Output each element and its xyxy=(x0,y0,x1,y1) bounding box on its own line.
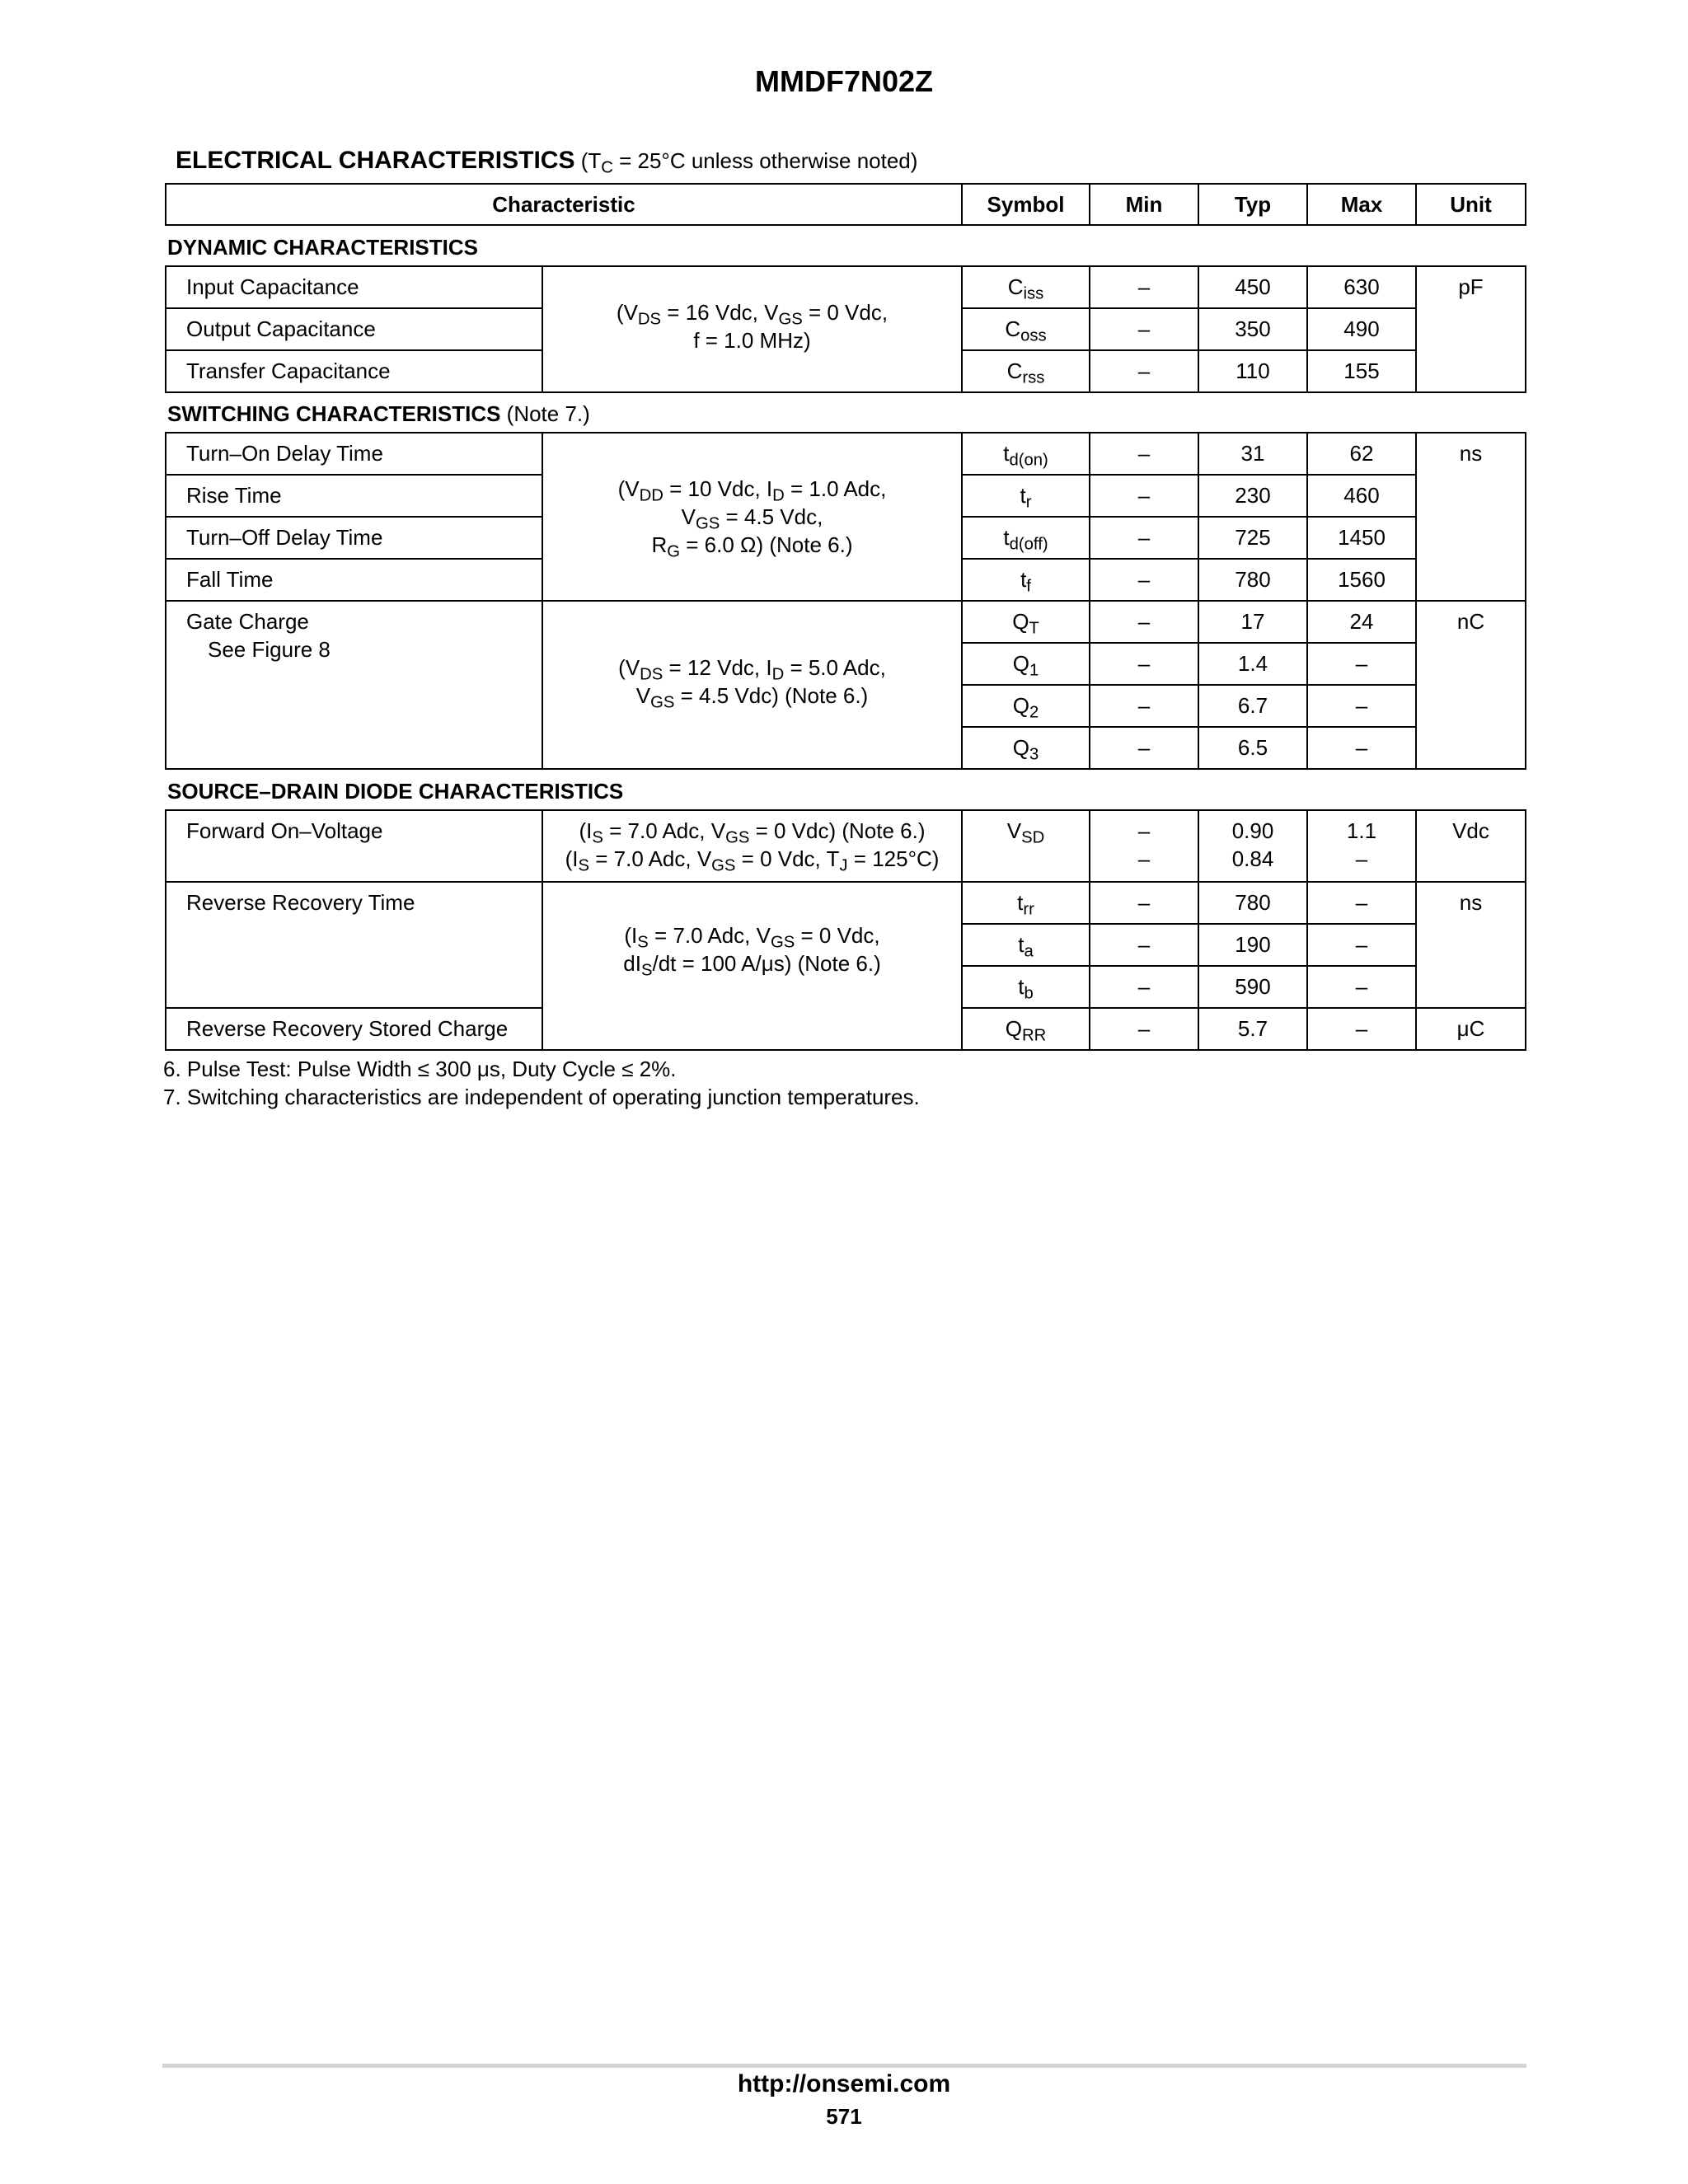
min-cell: – xyxy=(1090,727,1198,769)
footer-rule xyxy=(162,2064,1526,2068)
max-cell: 1450 xyxy=(1307,517,1416,559)
unit-cell: pF xyxy=(1416,266,1526,392)
max-cell: 630 xyxy=(1307,266,1416,308)
typ-cell: 780 xyxy=(1198,559,1307,601)
switching-table xyxy=(165,432,1526,770)
char-cell: Turn–Off Delay Time xyxy=(166,517,542,559)
min-cell: – xyxy=(1090,685,1198,727)
footer-url[interactable]: http://onsemi.com xyxy=(737,2070,951,2097)
table-heading xyxy=(176,147,917,175)
symbol-cell: $t_{d(off)}$ xyxy=(962,517,1090,559)
char-cell: Output Capacitance xyxy=(166,308,542,350)
max-cell: 490 xyxy=(1307,308,1416,350)
footnotes xyxy=(163,1055,920,1111)
dynamic-table xyxy=(165,265,1526,393)
symbol-cell: $C_{rss}$ xyxy=(962,350,1090,392)
typ-cell: 1.4 xyxy=(1198,643,1307,685)
char-cell: Fall Time xyxy=(166,559,542,601)
typ-cell: 350 xyxy=(1198,308,1307,350)
symbol-cell: $t_{d(on)}$ xyxy=(962,433,1090,475)
typ-cell: 450 xyxy=(1198,266,1307,308)
typ-cell: 230 xyxy=(1198,475,1307,517)
footnote: 7. Switching characteristics are independent of operating junction temperatures. xyxy=(163,1085,920,1109)
typ-cell: 590 xyxy=(1198,966,1307,1008)
max-cell: – xyxy=(1307,924,1416,966)
symbol-cell: $Q_2$ xyxy=(962,685,1090,727)
min-cell: – xyxy=(1090,308,1198,350)
col-min: Min xyxy=(1090,184,1198,225)
min-cell: – xyxy=(1090,433,1198,475)
max-cell: – xyxy=(1307,643,1416,685)
table-row xyxy=(166,601,1526,643)
col-symbol: Symbol xyxy=(962,184,1090,225)
page-number: 571 xyxy=(826,2104,862,2129)
max-cell: 62 xyxy=(1307,433,1416,475)
col-characteristic: Characteristic xyxy=(166,184,962,225)
max-cell: – xyxy=(1307,966,1416,1008)
unit-cell: nC xyxy=(1416,601,1526,769)
max-cell: 460 xyxy=(1307,475,1416,517)
symbol-cell: $Q_3$ xyxy=(962,727,1090,769)
table-heading-condition: ($T_C = 25^\circ C$ unless otherwise noted) xyxy=(580,148,918,177)
table-row xyxy=(166,266,1526,308)
char-cell: Input Capacitance xyxy=(166,266,542,308)
max-cell: 1.1 – xyxy=(1307,810,1416,882)
column-header-table xyxy=(165,183,1526,226)
char-cell: Forward On–Voltage xyxy=(166,810,542,882)
min-cell: – xyxy=(1090,517,1198,559)
min-cell: – xyxy=(1090,266,1198,308)
typ-cell: 31 xyxy=(1198,433,1307,475)
col-unit: Unit xyxy=(1416,184,1526,225)
table-row xyxy=(166,810,1526,882)
min-cell: – xyxy=(1090,966,1198,1008)
symbol-cell: $C_{oss}$ xyxy=(962,308,1090,350)
char-cell: Transfer Capacitance xyxy=(166,350,542,392)
diode-table xyxy=(165,809,1526,1051)
col-max: Max xyxy=(1307,184,1416,225)
symbol-cell: $t_{rr}$ xyxy=(962,882,1090,924)
typ-cell: 0.90 0.84 xyxy=(1198,810,1307,882)
symbol-cell: $Q_1$ xyxy=(962,643,1090,685)
unit-cell: ns xyxy=(1416,882,1526,1008)
symbol-cell: $t_r$ xyxy=(962,475,1090,517)
condition-cell: ($V_{DS} = 16$ Vdc, $V_{GS} = 0$ Vdc, f = 1.0 MHz) xyxy=(542,266,962,392)
condition-cell: ($I_S = 7.0$ Adc, $V_{GS} = 0$ Vdc, $dI_S/dt = 100$ A/μs) (Note 6.) xyxy=(542,882,962,1050)
section-dynamic-label: DYNAMIC CHARACTERISTICS xyxy=(167,235,478,260)
max-cell: – xyxy=(1307,727,1416,769)
symbol-cell: $t_a$ xyxy=(962,924,1090,966)
char-cell: Rise Time xyxy=(166,475,542,517)
min-cell: – xyxy=(1090,475,1198,517)
symbol-cell: $Q_T$ xyxy=(962,601,1090,643)
min-cell: – xyxy=(1090,643,1198,685)
symbol-cell: $t_f$ xyxy=(962,559,1090,601)
unit-cell: Vdc xyxy=(1416,810,1526,882)
max-cell: – xyxy=(1307,882,1416,924)
condition-cell: ($I_S = 7.0$ Adc, $V_{GS} = 0$ Vdc) (Note 6.) ($I_S = 7.0$ Adc, $V_{GS} = 0$ Vdc, $T_J = 125^\circ C$) xyxy=(542,810,962,882)
typ-cell: 17 xyxy=(1198,601,1307,643)
unit-cell: μC xyxy=(1416,1008,1526,1050)
char-cell: Gate Charge See Figure 8 xyxy=(166,601,542,769)
max-cell: 1560 xyxy=(1307,559,1416,601)
min-cell: – xyxy=(1090,1008,1198,1050)
typ-cell: 6.7 xyxy=(1198,685,1307,727)
min-cell: – xyxy=(1090,882,1198,924)
col-typ: Typ xyxy=(1198,184,1307,225)
min-cell: – – xyxy=(1090,810,1198,882)
max-cell: – xyxy=(1307,1008,1416,1050)
table-row xyxy=(166,433,1526,475)
table-heading-title: ELECTRICAL CHARACTERISTICS xyxy=(176,147,575,174)
table-row xyxy=(166,882,1526,924)
typ-cell: 190 xyxy=(1198,924,1307,966)
condition-cell: ($V_{DS} = 12$ Vdc, $I_D = 5.0$ Adc, $V_{GS} = 4.5$ Vdc) (Note 6.) xyxy=(542,601,962,769)
typ-cell: 110 xyxy=(1198,350,1307,392)
min-cell: – xyxy=(1090,924,1198,966)
char-cell: Reverse Recovery Time xyxy=(166,882,542,1008)
max-cell: 24 xyxy=(1307,601,1416,643)
symbol-cell: $C_{iss}$ xyxy=(962,266,1090,308)
char-cell: Turn–On Delay Time xyxy=(166,433,542,475)
typ-cell: 5.7 xyxy=(1198,1008,1307,1050)
min-cell: – xyxy=(1090,350,1198,392)
min-cell: – xyxy=(1090,601,1198,643)
max-cell: – xyxy=(1307,685,1416,727)
char-cell: Reverse Recovery Stored Charge xyxy=(166,1008,542,1050)
condition-cell: ($V_{DD} = 10$ Vdc, $I_D = 1.0$ Adc, $V_{GS} = 4.5$ Vdc, $R_G = 6.0$ Ω) (Note 6.) xyxy=(542,433,962,601)
typ-cell: 6.5 xyxy=(1198,727,1307,769)
symbol-cell: $t_b$ xyxy=(962,966,1090,1008)
symbol-cell: $V_{SD}$ xyxy=(962,810,1090,882)
page-title: MMDF7N02Z xyxy=(754,64,934,98)
section-diode-label: SOURCE–DRAIN DIODE CHARACTERISTICS xyxy=(167,779,624,804)
typ-cell: 780 xyxy=(1198,882,1307,924)
symbol-cell: $Q_{RR}$ xyxy=(962,1008,1090,1050)
unit-cell: ns xyxy=(1416,433,1526,601)
min-cell: – xyxy=(1090,559,1198,601)
max-cell: 155 xyxy=(1307,350,1416,392)
typ-cell: 725 xyxy=(1198,517,1307,559)
section-switching-label: SWITCHING CHARACTERISTICS (Note 7.) xyxy=(167,401,590,426)
footnote: 6. Pulse Test: Pulse Width ≤ 300 μs, Duty Cycle ≤ 2%. xyxy=(163,1057,677,1081)
